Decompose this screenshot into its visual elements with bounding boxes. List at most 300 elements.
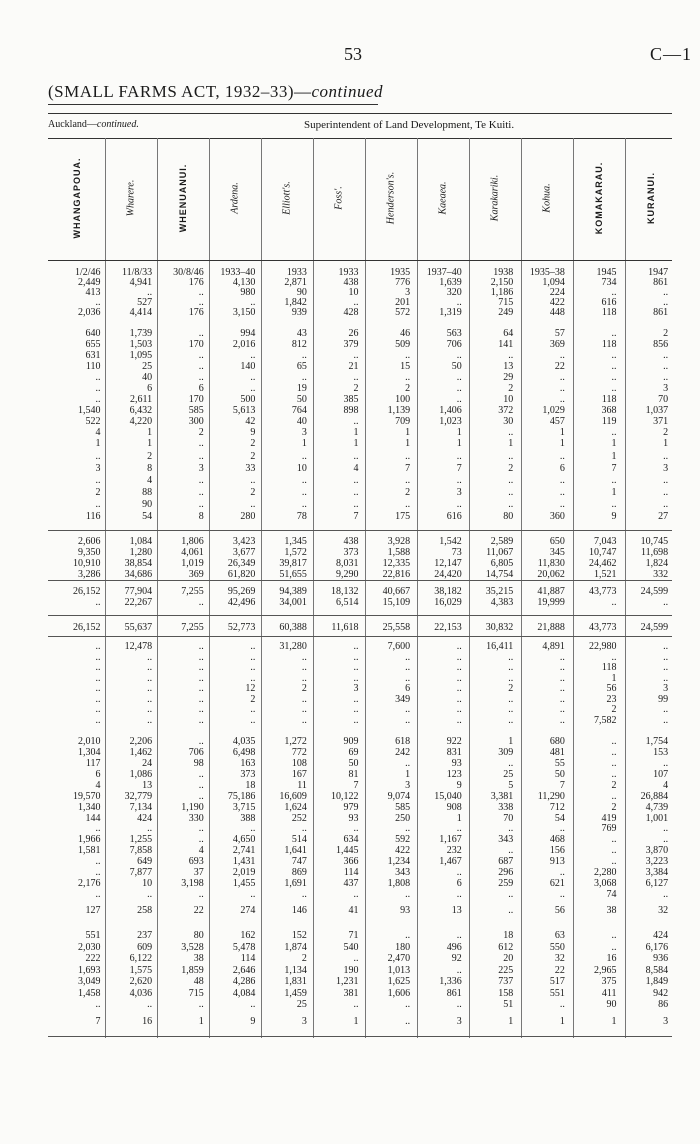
table-cell: 1947 [648,267,669,278]
table-cell: 592 [395,834,411,845]
table-cell: 320 [446,287,462,298]
table-cell: 40 [296,416,307,427]
table-cell: 1,086 [129,769,153,780]
table-cell: .. [559,714,565,726]
table-cell: 16 [142,1016,153,1027]
table-row [48,451,672,463]
table-cell: .. [559,372,565,383]
table-cell: 2 [611,802,617,813]
table-cell: 438 [343,536,359,547]
table-cell: 2 [250,693,256,705]
table-cell: 10,747 [588,547,617,558]
table-cell: .. [405,372,411,383]
table-cell: 6 [405,683,411,694]
table-cell: 64 [503,328,514,339]
table-cell: 16,609 [279,791,307,802]
table-cell: 413 [85,287,101,298]
table-row [48,769,672,780]
table-section [48,930,672,1011]
table-cell: 747 [291,856,307,867]
table-row [48,674,672,685]
table-cell: 222 [85,953,101,964]
table-cell: 116 [85,511,101,522]
table-cell: 861 [653,277,669,288]
table-cell: 144 [85,813,101,824]
table-cell: 908 [446,802,462,813]
table-cell: 77,904 [124,586,153,597]
table-row [48,350,672,361]
table-cell: 1,606 [387,987,411,999]
table-cell: 2,030 [78,941,101,953]
table-cell: 509 [395,339,411,350]
table-cell: .. [95,662,101,673]
table-cell: .. [95,499,101,510]
table-cell: 18,132 [331,586,359,597]
table-cell: 153 [653,747,669,758]
table-cell: 99 [658,693,669,705]
table-cell: 4 [663,780,669,791]
table-cell: 7,877 [129,867,153,878]
table-cell: 1,255 [129,834,153,845]
table-cell: .. [611,791,617,802]
table-cell: .. [456,672,462,684]
table-cell: 338 [498,802,514,813]
table-cell: 300 [188,416,204,427]
table-cell: 1,808 [387,878,411,889]
table-row [48,758,672,769]
table-cell: .. [198,999,204,1010]
table-row [48,976,672,988]
table-cell: 1,859 [181,964,204,976]
table-cell: .. [301,651,307,663]
table-cell: 922 [446,736,462,747]
table-row [48,999,672,1011]
table-cell: .. [95,823,101,834]
table-cell: 4,941 [129,277,153,288]
table-row [48,427,672,438]
table-cell: 3,068 [593,878,617,889]
table-cell: 26,152 [73,586,101,597]
table-cell: 2 [250,487,256,498]
table-cell: 13 [503,361,514,372]
table-cell: 225 [498,964,514,976]
table-cell: 2 [508,463,514,474]
table-cell: 20,062 [537,569,565,580]
table-cell: .. [663,704,669,715]
column-header [209,148,261,248]
table-cell: 92 [451,953,462,964]
table-cell: 15,040 [434,791,462,802]
table-row [48,586,672,597]
table-cell: 1 [95,438,101,449]
table-cell: 6 [456,878,462,889]
table-cell: .. [250,383,256,394]
table-cell: 4,650 [232,834,256,845]
table-cell: 939 [291,307,307,318]
table-cell: 693 [188,856,204,867]
table-cell: 369 [188,569,204,580]
table-section [48,1016,672,1027]
table-cell: 48 [193,976,204,987]
table-cell: 5,613 [232,405,256,416]
table-cell: 30 [503,416,514,427]
table-cell: .. [250,999,256,1010]
table-cell: .. [456,651,462,663]
table-cell: 63 [554,930,565,941]
table-cell: 3 [663,383,669,394]
subheading-right: Superintendent of Land Development, Te Kuiti. [304,119,515,131]
table-cell: 6,432 [129,405,153,416]
table-cell: 22,980 [588,641,617,652]
table-row [48,308,672,318]
table-cell: .. [198,889,204,900]
table-cell: .. [405,714,411,726]
table-cell: 856 [653,339,669,350]
table-cell: 258 [137,905,153,916]
table-cell: .. [198,780,204,791]
table-cell: 369 [549,339,565,350]
table-cell: .. [405,672,411,684]
table-cell: 706 [188,747,204,758]
table-cell: .. [456,499,462,510]
table-cell: .. [456,693,462,705]
table-cell: 1937–40 [426,267,462,278]
table-cell: 22,816 [382,569,411,580]
table-cell: 35,215 [485,586,514,597]
table-cell: 170 [188,394,204,405]
table-cell: 127 [85,905,101,916]
table-cell: 1,540 [78,405,101,416]
table-cell: 500 [240,394,256,405]
table-cell: 1935–38 [529,267,565,278]
table-cell: 180 [395,941,411,953]
table-cell: .. [611,361,617,372]
table-cell: 2 [250,451,256,462]
table-cell: 119 [601,416,617,427]
table-cell: 640 [85,328,101,339]
table-cell: 2,871 [284,277,307,288]
table-cell: 481 [549,747,565,758]
table-cell: 1,874 [284,941,307,953]
table-cell: 715 [188,987,204,999]
table-cell: 18 [245,780,256,791]
table-cell: 1,588 [387,547,411,558]
table-cell: 343 [395,867,411,878]
table-cell: 2 [663,427,669,438]
table-cell: 237 [137,930,153,941]
table-cell: 12,335 [382,558,411,569]
table-cell: .. [250,350,256,361]
table-row [48,438,672,449]
table-cell: 2 [250,438,256,449]
table-cell: 769 [601,823,617,834]
table-row [48,569,672,580]
table-cell: .. [559,383,565,394]
table-cell: 2 [147,451,153,462]
table-cell: 550 [549,941,565,953]
table-cell: 4,414 [129,307,153,318]
table-cell: 26,152 [73,622,101,633]
table-cell: 32,779 [124,791,153,802]
table-cell: 551 [549,987,565,999]
table-cell: 650 [549,536,565,547]
table-cell: 16,029 [434,597,462,608]
table-cell: .. [611,372,617,383]
table-cell: 15,109 [382,597,411,608]
table-cell: 1,641 [284,845,307,856]
table-cell: 12,478 [124,641,153,652]
table-cell: 8,031 [336,558,359,569]
table-cell: 11/8/33 [121,267,153,278]
table-cell: 65 [296,361,307,372]
table-cell: 108 [291,758,307,769]
column-header-label: Henderson's. [385,171,397,225]
table-cell: 90 [142,499,153,510]
table-cell: .. [559,704,565,715]
table-cell: 11,618 [331,622,359,633]
table-cell: .. [611,475,617,486]
table-cell: .. [663,597,669,608]
table-cell: .. [508,662,514,673]
table-cell: 1,280 [129,547,153,558]
table-row [48,394,672,405]
table-cell: 1,842 [284,297,307,308]
table-cell: .. [250,889,256,900]
table-cell: 90 [296,287,307,298]
table-cell: 259 [498,878,514,889]
table-cell: 1 [508,438,514,449]
table-cell: 994 [240,328,256,339]
table-cell: 140 [240,361,256,372]
table-cell: .. [353,714,359,726]
table-row [48,558,672,569]
table-cell: 381 [343,987,359,999]
table-cell: 9,350 [78,547,101,558]
table-cell: .. [663,662,669,673]
table-cell: 522 [85,416,101,427]
table-cell: 448 [549,307,565,318]
table-cell: 3 [353,683,359,694]
table-cell: .. [95,704,101,715]
table-cell: 631 [85,350,101,361]
table-cell: 24 [142,758,153,769]
table-cell: .. [250,823,256,834]
table-cell: 1 [301,438,307,449]
table-cell: 372 [498,405,514,416]
table-cell: .. [198,438,204,449]
column-header-label: Ardena. [229,182,241,214]
table-cell: 2 [353,383,359,394]
table-cell: 19 [296,383,307,394]
table-cell: .. [353,372,359,383]
table-cell: .. [611,427,617,438]
table-cell: 118 [601,339,617,350]
table-cell: 4,891 [542,641,565,652]
table-cell: 634 [343,834,359,845]
table-cell: 118 [601,662,617,673]
table-cell: 527 [137,297,153,308]
table-cell: 1 [147,438,153,449]
table-cell: .. [611,287,617,298]
table-cell: .. [353,451,359,462]
table-cell: .. [301,693,307,705]
table-cell: 9 [250,1016,256,1027]
table-cell: .. [405,475,411,486]
table-cell: 349 [395,693,411,705]
column-header-label: Kohua. [541,183,553,213]
table-row [48,1016,672,1027]
table-cell: 7,600 [387,641,411,652]
table-cell: 8 [198,511,204,522]
table-cell: .. [508,693,514,705]
table-cell: 27 [658,511,669,522]
table-cell: .. [559,499,565,510]
table-cell: .. [353,651,359,663]
table-cell: 5 [508,780,514,791]
table-cell: 176 [188,277,204,288]
table-cell: 80 [193,930,204,941]
table-cell: 1 [611,487,617,498]
table-cell: 69 [348,747,359,758]
table-cell: 2 [611,780,617,791]
table-cell: 167 [291,769,307,780]
table-cell: 90 [606,999,617,1010]
table-cell: .. [559,867,565,878]
table-cell: 93 [400,905,411,916]
table-cell: .. [405,823,411,834]
table-cell: .. [301,672,307,684]
table-cell: .. [456,394,462,405]
table-cell: .. [353,416,359,427]
table-cell: 52,773 [227,622,256,633]
table-cell: 93 [348,813,359,824]
table-cell: .. [508,905,514,916]
table-cell: 496 [446,941,462,953]
table-cell: 34,686 [124,569,153,580]
table-cell: .. [353,662,359,673]
table-cell: 51,655 [279,569,307,580]
table-cell: 1,340 [78,802,101,813]
table-cell: 280 [240,511,256,522]
table-cell: 42,496 [227,597,256,608]
table-cell: 2,150 [490,277,514,288]
table-cell: .. [95,999,101,1010]
table-cell: .. [663,889,669,900]
table-cell: 1,134 [284,964,307,976]
table-cell: 422 [395,845,411,856]
table-cell: 371 [653,416,669,427]
table-cell: .. [95,693,101,705]
table-cell: .. [147,693,153,705]
table-cell: 74 [606,889,617,900]
table-cell: .. [198,297,204,308]
section-rule [48,615,672,616]
table-cell: 1,336 [439,976,462,987]
table-cell: .. [611,845,617,856]
table-cell: .. [508,475,514,486]
table-section [48,586,672,608]
table-cell: .. [405,499,411,510]
column-header [625,148,677,248]
table-cell: 80 [503,511,514,522]
table-cell: .. [405,930,411,941]
table-cell: .. [559,889,565,900]
table-row [48,845,672,856]
table-cell: 7 [95,1016,101,1027]
table-cell: .. [250,651,256,663]
table-cell: .. [611,736,617,747]
table-cell: 1,139 [387,405,411,416]
table-cell: 22 [554,361,565,372]
table-cell: 55,637 [124,622,153,633]
table-cell: 24,420 [434,569,462,580]
table-row [48,653,672,664]
table-cell: .. [198,834,204,845]
table-cell: 1 [198,1016,204,1027]
table-section [48,736,672,824]
table-cell: 250 [395,813,411,824]
table-cell: 2 [301,953,307,964]
table-cell: 734 [601,277,617,288]
table-cell: 4,036 [129,987,153,999]
table-cell: .. [301,475,307,486]
table-row [48,953,672,965]
table-cell: .. [663,823,669,834]
table-cell: 7 [559,780,565,791]
table-cell: .. [663,361,669,372]
table-cell: 1 [611,672,617,684]
table-cell: 861 [446,987,462,999]
table-cell: 517 [549,976,565,987]
table-cell: .. [456,889,462,900]
table-cell: 1,231 [336,976,359,987]
table-row [48,642,672,653]
table-cell: 7,043 [593,536,617,547]
table-cell: 2,019 [232,867,256,878]
column-header [261,148,313,248]
table-cell: 10,122 [331,791,359,802]
table-cell: 2,036 [78,307,101,318]
column-header [417,148,469,248]
table-cell: .. [663,651,669,663]
table-cell: 1,581 [78,845,101,856]
table-cell: .. [95,867,101,878]
table-cell: .. [95,383,101,394]
table-cell: .. [250,714,256,726]
table-cell: 424 [653,930,669,941]
table-cell: 1 [147,427,153,438]
table-row [48,383,672,394]
table-cell: 24,599 [640,622,669,633]
table-cell: 10 [503,394,514,405]
table-cell: 3,384 [645,867,669,878]
table-cell: 1,029 [542,405,565,416]
table-cell: 1 [405,438,411,449]
table-cell: 38 [606,905,617,916]
table-cell: 41,887 [537,586,565,597]
table-cell: .. [198,641,204,652]
table-cell: 2,606 [78,536,101,547]
table-cell: 687 [498,856,514,867]
table-cell: .. [559,823,565,834]
table-cell: .. [456,683,462,694]
table-cell: 1,575 [129,964,153,976]
table-cell: 54 [142,511,153,522]
table-cell: 118 [601,394,617,405]
table-cell: 332 [653,569,669,580]
table-cell: 249 [498,307,514,318]
table-cell: 709 [395,416,411,427]
